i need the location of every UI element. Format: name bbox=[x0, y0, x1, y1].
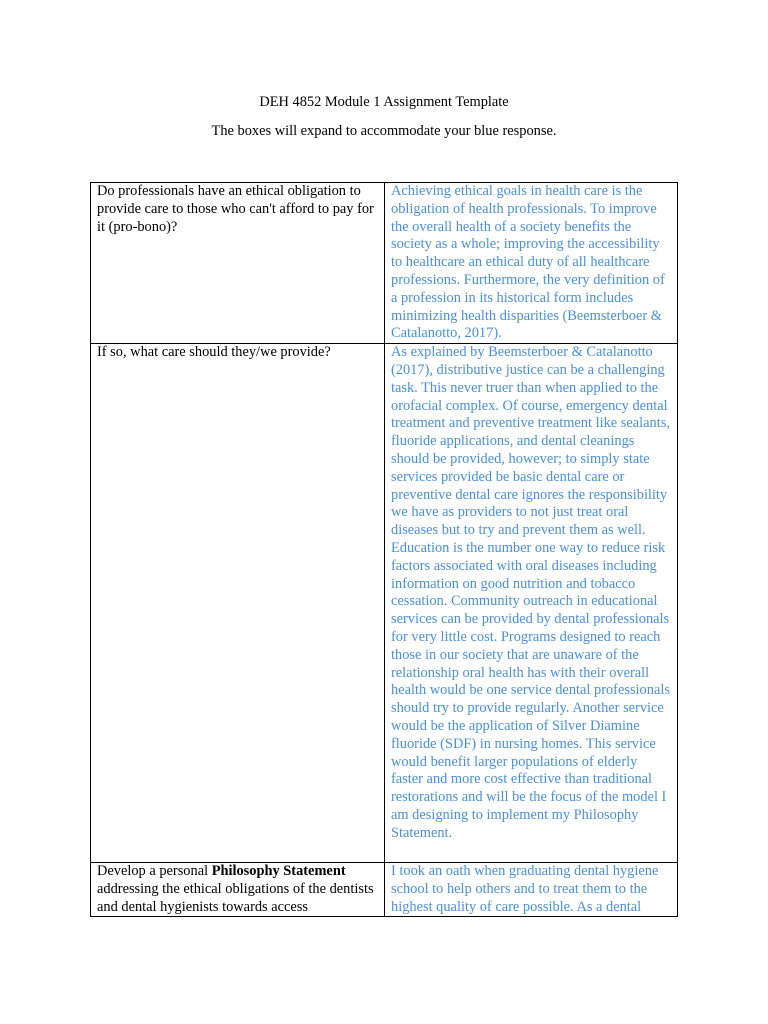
question-cell bbox=[91, 863, 385, 917]
assignment-table bbox=[90, 182, 678, 917]
question-text-post: addressing the ethical obligations of the dentists and dental hygienists towards access bbox=[97, 880, 374, 915]
answer-cell[interactable]: Achieving ethical goals in health care is the obligation of health professionals. To improve the overall health of a society benefits the society as a whole; improving the accessibility to healthcare an ethical duty of all healthcare professions. Furthermore, the very definition of a profession in its historical form includes minimizing health disparities (Beemsterboer & Catalanotto, 2017). bbox=[385, 183, 678, 344]
table-row bbox=[91, 863, 678, 917]
question-text bbox=[97, 863, 378, 916]
question-cell: If so, what care should they/we provide? bbox=[91, 344, 385, 863]
answer-text: I took an oath when graduating dental hygiene school to help others and to treat them to the highest quality of care possible. As a dental bbox=[391, 863, 659, 915]
table-row bbox=[91, 183, 678, 344]
table-row bbox=[91, 344, 678, 863]
question-cell: Do professionals have an ethical obligation to provide care to those who can't afford to pay for it (pro-bono)? bbox=[91, 183, 385, 344]
document-title: DEH 4852 Module 1 Assignment Template bbox=[259, 94, 509, 110]
answer-cell[interactable]: As explained by Beemsterboer & Catalanotto (2017), distributive justice can be a challenging task. This never truer than when applied to the orofacial complex. Of course, emergency dental treatment and preventive treatment like sealants, fluoride applications, and dental cleanings should be provided, however; to simply state services provided be basic dental care or preventive dental care ignores the responsibility we have as providers to not just treat oral diseases but to try and prevent them as well. Education is the number one way to reduce risk factors associated with oral diseases including information on good nutrition and tobacco cessation. Community outreach in educational services can be provided by dental professionals for very little cost. Programs designed to reach those in our society that are unaware of the relationship oral health has with their overall health would be one service dental professionals should try to provide regularly. Another service would be the application of Silver Diamine fluoride (SDF) in nursing homes. This service would benefit larger populations of elderly faster and more cost effective than traditional restorations and will be the focus of the model I am designing to implement my Philosophy Statement. bbox=[385, 344, 678, 863]
philosophy-statement-emphasis: Philosophy Statement bbox=[211, 863, 346, 880]
document-subtitle: The boxes will expand to accommodate your blue response. bbox=[211, 123, 557, 139]
question-text-pre: Develop a personal bbox=[97, 863, 212, 880]
answer-cell[interactable] bbox=[385, 863, 678, 917]
